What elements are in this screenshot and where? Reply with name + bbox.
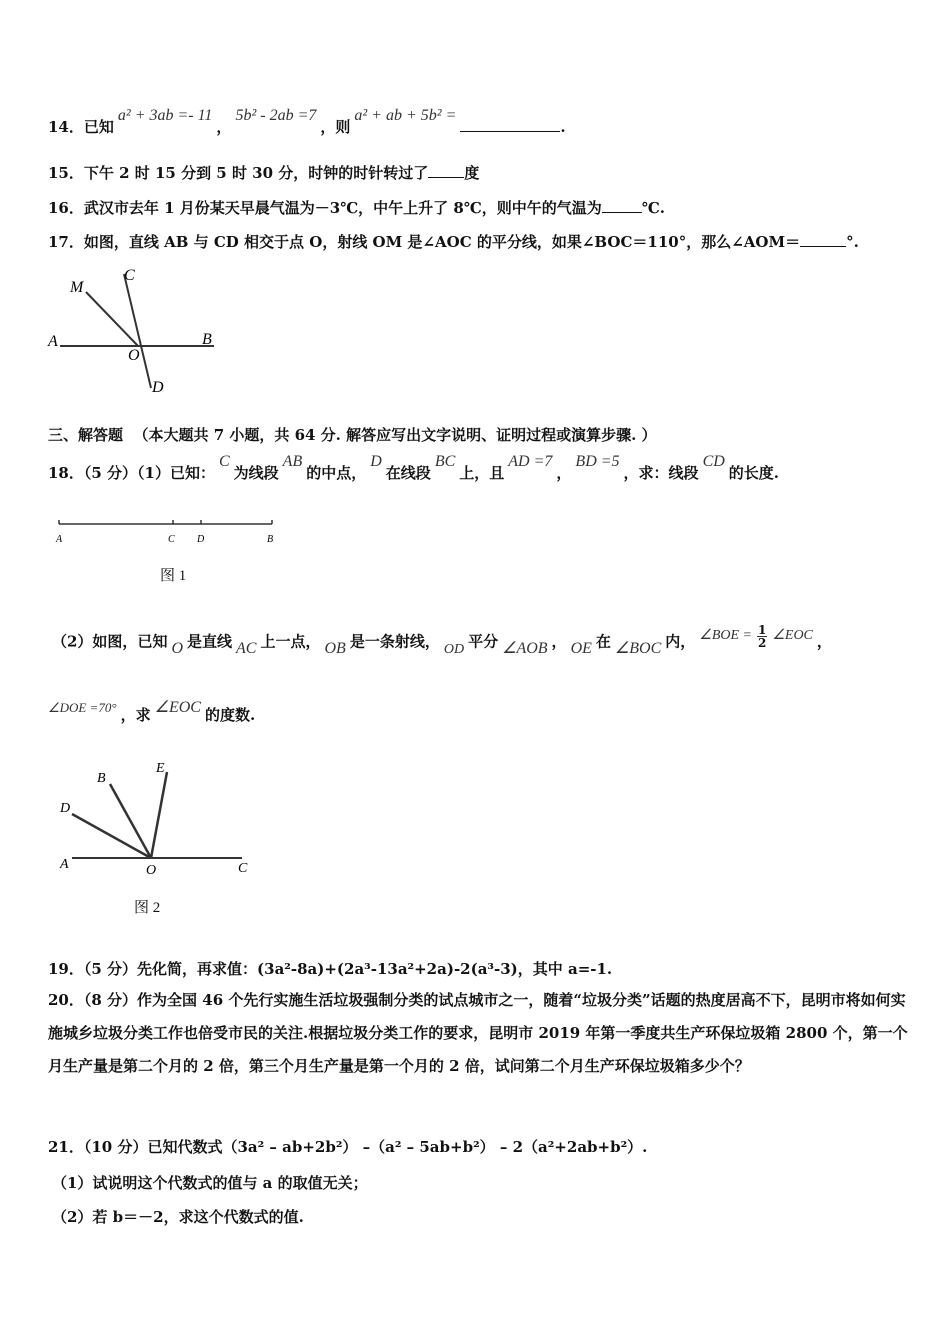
question-18-part-1: 18．（5 分）（1）已知：C为线段AB的中点，D在线段BC上，且AD =7，BD =5，求：线段CD的长度. (48, 453, 780, 482)
fraction-one-half: $\frac{1}{2}$ (757, 623, 767, 650)
question-21: 21．（10 分）已知代数式（3a² – ab+2b²） –（a² – 5ab+b²） – 2（a²+2ab+b²）. (48, 1138, 648, 1156)
figure-2-rays (52, 754, 262, 884)
label-d: D (197, 534, 205, 545)
figure-17-intersecting-lines (44, 262, 224, 397)
label-o: O (128, 347, 140, 364)
label-c: C (124, 267, 135, 284)
question-14: 14．已知a² + 3ab =- 11，5b² - 2ab =7，则a² + ab + 5b² =. (48, 107, 566, 136)
answer-blank (800, 246, 846, 247)
q14-expr1: a² + 3ab =- 11 (117, 107, 213, 124)
label-c: C (168, 534, 175, 545)
label-d: D (152, 379, 164, 396)
question-18-part-2: （2）如图，已知 O 是直线 AC 上一点， OB 是一条射线， OD 平分 ∠AOB ， OE 在 ∠BOC 内， ∠BOE = $\frac{1}{2}$ ∠EOC ， (52, 623, 832, 657)
label-b: B (202, 331, 212, 348)
ray-oe (151, 772, 167, 858)
answer-blank (428, 177, 464, 178)
label-d: D (60, 801, 71, 816)
question-19: 19．（5 分）先化简，再求值：(3a²-8a)+(2a³-13a²+2a)-2(a³-3)，其中 a=-1. (48, 960, 613, 978)
label-e: E (156, 761, 165, 776)
line-cd (124, 274, 151, 388)
figure-1-segment (52, 512, 282, 552)
label-m: M (70, 279, 84, 296)
question-21-part-1: （1）试说明这个代数式的值与 a 的取值无关； (52, 1174, 368, 1192)
label-a: A (60, 857, 69, 872)
question-21-part-2: （2）若 b＝－2，求这个代数式的值. (52, 1208, 304, 1226)
figure-1-caption: 图 1 (160, 568, 187, 584)
answer-blank (602, 212, 642, 213)
answer-blank (460, 131, 560, 132)
question-17: 17．如图，直线 AB 与 CD 相交于点 O，射线 OM 是∠AOC 的平分线，如果∠BOC＝110°，那么∠AOM＝ °. (48, 233, 859, 251)
label-a: A (56, 534, 63, 545)
section-3-heading: 三、解答题 （本大题共 7 小题，共 64 分. 解答应写出文字说明、证明过程或演算步骤. ） (48, 426, 657, 444)
q14-expr2: 5b² - 2ab =7 (235, 107, 317, 124)
question-20: 20．（8 分）作为全国 46 个先行实施生活垃圾强制分类的试点城市之一，随着“垃圾分类”话题的热度居高不下，昆明市将如何实施城乡垃圾分类工作也倍受市民的关注.根据垃圾分类工作的要求，昆明市 2019 年第一季度共生产环保垃圾箱 2800 个，第一个月生产量是第二个月的 2 倍，第三个月生产量是第一个月的 2 倍，试问第二个月生产环保垃圾箱多少个？ (48, 991, 908, 1075)
label-b: B (97, 771, 106, 786)
figure-2-caption: 图 2 (134, 900, 161, 916)
label-a: A (48, 333, 58, 350)
question-15: 15．下午 2 时 15 分到 5 时 30 分，时钟的时针转过了 度 (48, 164, 480, 182)
label-o: O (146, 863, 157, 878)
question-18-part-2-cont: ∠DOE =70° ，求 ∠EOC 的度数. (48, 699, 256, 724)
label-c: C (238, 861, 248, 876)
label-b: B (267, 534, 274, 545)
question-16: 16．武汉市去年 1 月份某天早晨气温为－3℃，中午上升了 8℃，则中午的气温为 ℃. (48, 199, 666, 217)
q14-expr3: a² + ab + 5b² = (354, 107, 457, 124)
